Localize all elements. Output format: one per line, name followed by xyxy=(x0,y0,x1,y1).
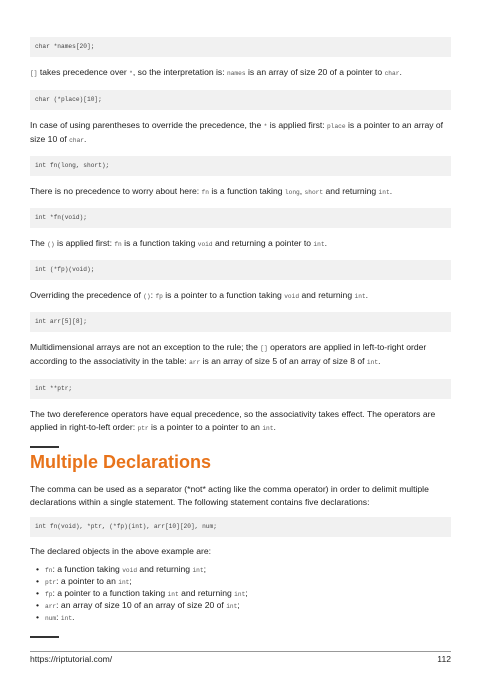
page-number: 112 xyxy=(437,654,451,664)
list-item xyxy=(36,564,451,576)
text-run: is a pointer to a pointer to an xyxy=(148,422,263,432)
text-run: , xyxy=(299,186,305,196)
inline-code: arr xyxy=(189,359,201,366)
inline-code: long xyxy=(284,189,300,196)
text-run: , so the interpretation is: xyxy=(132,67,227,77)
text-run: . xyxy=(399,67,402,77)
inline-code: int xyxy=(354,293,366,300)
text-run: is a function taking xyxy=(121,238,198,248)
text-run: In case of using parentheses to override the precedence, the xyxy=(30,120,264,130)
inline-code: () xyxy=(143,293,151,300)
text-run: : an array of size 10 of an array of size 20 of xyxy=(56,600,227,610)
code-block: char (*place)[10]; xyxy=(30,90,451,110)
inline-code: char xyxy=(384,70,400,77)
text-run: : xyxy=(56,612,61,622)
text-run: . xyxy=(84,134,87,144)
text-run: . xyxy=(273,422,276,432)
inline-code: int xyxy=(167,591,179,598)
bullet-icon: • xyxy=(36,600,40,610)
inline-code: int xyxy=(192,567,204,574)
text-run: is a function taking xyxy=(208,186,285,196)
end-rule xyxy=(30,636,59,638)
text-run: is an array of size 5 of an array of size 8 of xyxy=(200,356,367,366)
code-block: char *names[20]; xyxy=(30,37,451,57)
text-run: is a pointer to an array of size 10 of xyxy=(30,120,444,144)
text-run: The comma can be used as a separator (*not* acting like the comma operator) in order to delimit multiple declarations within a single statement. The following statement contains five declarations: xyxy=(30,484,429,507)
inline-code: fp xyxy=(45,591,53,598)
section-heading: Multiple Declarations xyxy=(30,452,212,472)
text-run: is a pointer to a function taking xyxy=(162,290,285,300)
code-block: int fn(void), *ptr, (*fp)(int), arr[10][20], num; xyxy=(30,517,451,537)
paragraph xyxy=(30,185,451,199)
text-run: Overriding the precedence of xyxy=(30,290,144,300)
text-run: and returning xyxy=(178,588,235,598)
list-item xyxy=(36,612,451,624)
paragraph xyxy=(30,545,451,558)
inline-code: fn xyxy=(114,241,122,248)
text-run: and returning xyxy=(323,186,379,196)
text-run: The declared objects in the above example are: xyxy=(30,546,212,556)
inline-code: int xyxy=(313,241,325,248)
text-run: is applied first: xyxy=(267,120,328,130)
inline-code: int xyxy=(60,615,73,622)
declaration-list xyxy=(30,564,451,624)
text-run: : xyxy=(150,290,156,300)
text-run: and returning xyxy=(299,290,355,300)
text-run: is applied first: xyxy=(54,238,115,248)
paragraph xyxy=(30,289,451,303)
inline-code: void xyxy=(197,241,213,248)
text-run: The two dereference operators have equal precedence, so the associativity takes effect. The operators are applied in right-to-left order: xyxy=(30,409,436,432)
list-item xyxy=(36,588,451,600)
text-run: The xyxy=(30,238,48,248)
footer-url[interactable]: https://riptutorial.com/ xyxy=(30,654,113,664)
inline-code: char xyxy=(69,137,85,144)
text-run: : a pointer to a function taking xyxy=(52,588,168,598)
paragraph xyxy=(30,119,451,147)
list-item xyxy=(36,576,451,588)
code-block: int fn(long, short); xyxy=(30,156,451,176)
paragraph xyxy=(30,66,451,80)
inline-code: int xyxy=(226,603,238,610)
inline-code: fp xyxy=(155,293,163,300)
inline-code: int xyxy=(378,189,390,196)
text-run: . xyxy=(324,238,327,248)
list-item xyxy=(36,600,451,612)
inline-code: num xyxy=(45,615,57,622)
inline-code: fn xyxy=(45,567,53,574)
text-run: : a pointer to an xyxy=(56,576,119,586)
text-run: is an array of size 20 of a pointer to xyxy=(245,67,385,77)
code-block: int **ptr; xyxy=(30,379,451,399)
code-block: int (*fp)(void); xyxy=(30,260,451,280)
text-run: . xyxy=(378,356,381,366)
text-run: and returning a pointer to xyxy=(212,238,314,248)
text-run: . xyxy=(389,186,393,196)
inline-code: place xyxy=(327,123,346,130)
bullet-icon: • xyxy=(36,576,40,586)
inline-code: void xyxy=(122,567,138,574)
inline-code: () xyxy=(47,241,55,248)
inline-code: int xyxy=(234,591,246,598)
text-run: . xyxy=(72,612,75,622)
page-content xyxy=(30,0,451,638)
inline-code: short xyxy=(304,189,324,196)
inline-code: * xyxy=(263,123,268,130)
text-run: Multidimensional arrays are not an exception to the rule; the xyxy=(30,342,261,352)
text-run: There is no precedence to worry about here: xyxy=(30,186,202,196)
text-run: : a function taking xyxy=(52,564,123,574)
inline-code: ptr xyxy=(45,579,57,586)
inline-code: ptr xyxy=(137,425,149,432)
inline-code: names xyxy=(227,70,246,77)
inline-code: [] xyxy=(30,70,38,77)
inline-code: [] xyxy=(260,345,268,352)
bullet-icon: • xyxy=(36,612,40,622)
text-run: operators are applied in left-to-right order according to the associativity in the table: xyxy=(30,342,427,366)
inline-code: * xyxy=(129,70,133,77)
inline-code: int xyxy=(262,425,274,432)
inline-code: void xyxy=(284,293,300,300)
text-run: ; xyxy=(129,576,132,586)
text-run: . xyxy=(365,290,369,300)
paragraph xyxy=(30,237,451,251)
inline-code: arr xyxy=(45,603,57,610)
text-run: ; xyxy=(237,600,240,610)
bullet-icon: • xyxy=(36,588,40,598)
paragraph xyxy=(30,483,451,509)
code-block: int arr[5][8]; xyxy=(30,312,451,332)
bullet-icon: • xyxy=(36,564,40,574)
footer-divider xyxy=(30,651,451,652)
code-block: int *fn(void); xyxy=(30,208,451,228)
inline-code: int xyxy=(366,359,379,366)
text-run: ; xyxy=(245,588,248,598)
paragraph xyxy=(30,341,451,369)
text-run: ; xyxy=(203,564,206,574)
text-run: and returning xyxy=(137,564,193,574)
inline-code: int xyxy=(118,579,130,586)
paragraph xyxy=(30,408,451,435)
inline-code: fn xyxy=(201,189,209,196)
text-run: takes precedence over xyxy=(37,67,130,77)
